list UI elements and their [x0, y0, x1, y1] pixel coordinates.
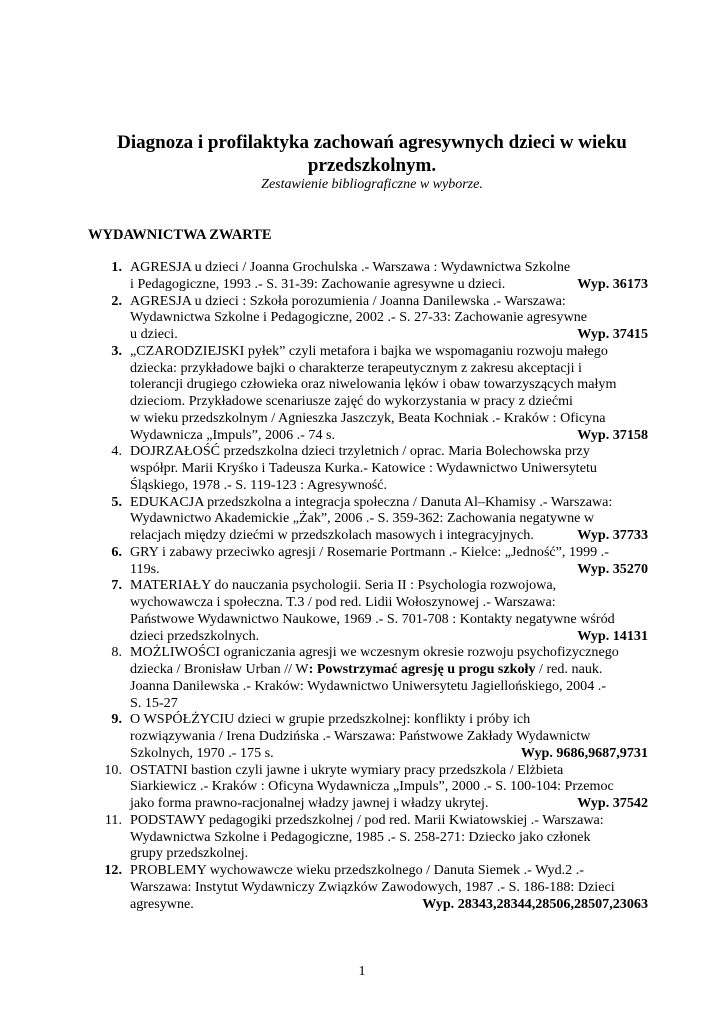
entry-line: dziecka: przykładowe bajki o charakterze terapeutycznym z zakresu akceptacji i: [130, 359, 582, 376]
list-item: [88, 544, 648, 578]
entry-last-line: [130, 628, 648, 645]
entry-line: współpr. Marii Kryśko i Tadeusza Kurka.- Katowice : Wydawnictwo Uniwersytetu: [130, 460, 597, 476]
entry-line: „CZARODZIEJSKI pyłek” czyli metafora i bajka we wspomaganiu rozwoju małego: [130, 342, 608, 359]
list-item: [88, 443, 648, 493]
document-title: [80, 131, 664, 177]
entry-number: 6.: [111, 543, 122, 560]
entry-text: Śląskiego, 1978 .- S. 119-123 : Agresywność.: [130, 476, 388, 493]
entry-number: 8.: [111, 644, 122, 661]
list-item: [88, 259, 648, 293]
inventory-number: Wyp. 37542: [577, 795, 648, 811]
entry-host-title: : Powstrzymać agresję u progu szkoły: [308, 661, 536, 677]
entry-line: PODSTAWY pedagogiki przedszkolnej / pod red. Marii Kwiatowskiej .- Warszawa:: [130, 811, 604, 828]
entry-number: 9.: [111, 711, 122, 728]
entry-number: 4.: [111, 443, 122, 460]
entry-last-line: [130, 561, 648, 578]
entry-line: EDUKACJA przedszkolna a integracja społeczna / Danuta Al–Khamisy .- Warszawa:: [130, 493, 613, 510]
inventory-number: Wyp. 35270: [577, 560, 648, 577]
entry-last-line: [130, 795, 648, 812]
entry-line: w wieku przedszkolnym / Agnieszka Jaszczyk, Beata Kochniak .- Kraków : Oficyna: [130, 409, 606, 426]
entry-number: 2.: [111, 292, 122, 309]
entry-text: / red. nauk.: [535, 661, 603, 677]
entry-line: Joanna Danilewska .- Kraków: Wydawnictwo Uniwersytetu Jagiellońskiego, 2004 .-: [130, 677, 607, 694]
section-heading: WYDAWNICTWA ZWARTE: [88, 227, 272, 243]
entry-line: AGRESJA u dzieci / Joanna Grochulska .- Warszawa : Wydawnictwa Szkolne: [130, 259, 571, 275]
entry-number: 3.: [111, 342, 122, 359]
entry-line: OSTATNI bastion czyli jawne i ukryte wymiary pracy przedszkola / Elżbieta: [130, 761, 564, 778]
entry-last-line: [130, 427, 648, 444]
entry-text: u dzieci.: [130, 326, 178, 342]
entry-line: [130, 661, 648, 678]
entry-text: agresywne.: [130, 895, 194, 912]
list-item: [88, 862, 648, 912]
entry-line: PROBLEMY wychowawcze wieku przedszkolnego / Danuta Siemek .- Wyd.2 .-: [130, 862, 584, 878]
entry-line: Wydawnictwo Akademickie „Żak”, 2006 .- S. 359-362: Zachowania negatywne w: [130, 510, 595, 527]
list-item: [88, 293, 648, 343]
title-line-2: przedszkolnym.: [307, 155, 437, 176]
entry-line: O WSPÓŁŻYCIU dzieci w grupie przedszkolnej: konflikty i próby ich: [130, 711, 531, 728]
entry-line: rozwiązywania / Irena Dudzińska .- Warszawa: Państwowe Zakłady Wydawnictw: [130, 728, 591, 744]
entry-line: GRY i zabawy przeciwko agresji / Rosemarie Portmann .- Kielce: „Jedność”, 1999 .-: [130, 543, 609, 560]
entry-line: Państwowe Wydawnictwo Naukowe, 1969 .- S. 701-708 : Kontakty negatywne wśród: [130, 610, 615, 627]
list-item: [88, 762, 648, 812]
inventory-number: Wyp. 37158: [577, 426, 648, 443]
entry-line: DOJRZAŁOŚĆ przedszkolna dzieci trzyletnich / oprac. Maria Bolechowska przy: [130, 443, 590, 460]
entry-text: 119s.: [130, 560, 160, 577]
entry-text: grupy przedszkolnej.: [130, 845, 249, 862]
bibliography-list: [88, 259, 648, 912]
entry-last-line: [130, 527, 648, 544]
entry-line: wychowawcza i społeczna. T.3 / pod red. Lidii Wołoszynowej .- Warszawa:: [130, 594, 556, 610]
entry-text: S. 15-27: [130, 694, 178, 711]
entry-line: MOŻLIWOŚCI ograniczania agresji we wczesnym okresie rozwoju psychofizycznego: [130, 644, 619, 661]
entry-line: Siarkiewicz .- Kraków : Oficyna Wydawnicza „Impuls”, 2000 .- S. 100-104: Przemoc: [130, 778, 614, 795]
entry-last-line: [130, 745, 648, 762]
entry-line: AGRESJA u dzieci : Szkoła porozumienia / Joanna Danilewska .- Warszawa:: [130, 292, 566, 309]
entry-text: Wydawnicza „Impuls”, 2006 .- 74 s.: [130, 426, 336, 443]
list-item: [88, 494, 648, 544]
entry-last-line: [130, 896, 648, 913]
entry-number: 7.: [111, 577, 122, 594]
entry-number: 11.: [104, 811, 122, 828]
entry-text: dzieci przedszkolnych.: [130, 627, 260, 644]
entry-last-line: [130, 845, 648, 862]
entry-line: Wydawnictwa Szkolne i Pedagogiczne, 2002 .- S. 27-33: Zachowanie agresywne: [130, 309, 588, 326]
page-number: 1: [358, 964, 366, 979]
entry-number: 10.: [104, 761, 122, 778]
inventory-number: Wyp. 9686,9687,9731: [520, 744, 648, 761]
inventory-number: Wyp. 37415: [577, 326, 648, 342]
entry-last-line: [130, 477, 648, 494]
inventory-number: Wyp. 14131: [577, 627, 648, 644]
entry-line: tolerancji drugiego człowieka oraz niwelowania lęków i obaw towarzyszących małym: [130, 376, 617, 393]
entry-number: 5.: [111, 493, 122, 510]
inventory-number: Wyp. 36173: [577, 275, 648, 292]
list-item: [88, 711, 648, 761]
entry-last-line: [130, 695, 648, 712]
entry-number: 1.: [111, 259, 122, 275]
list-item: [88, 644, 648, 711]
entry-line: dzieciom. Przykładowe scenariusze zajęć do wykorzystania w pracy z dziećmi: [130, 393, 573, 409]
entry-text: dziecka / Bronisław Urban // W: [130, 661, 309, 677]
list-item: [88, 343, 648, 444]
entry-text: relacjach między dziećmi w przedszkolach masowych i integracyjnych.: [130, 527, 534, 543]
entry-number: 12.: [104, 862, 122, 878]
entry-text: Szkolnych, 1970 .- 175 s.: [130, 744, 274, 761]
entry-text: jako forma prawno-racjonalnej władzy jawnej i władzy ukrytej.: [130, 795, 489, 811]
inventory-number: Wyp. 37733: [577, 527, 648, 543]
title-line-1: Diagnoza i profilaktyka zachowań agresywnych dzieci w wieku: [117, 132, 627, 153]
entry-line: Wydawnictwa Szkolne i Pedagogiczne, 1985 .- S. 258-271: Dziecko jako członek: [130, 828, 591, 845]
entry-line: Warszawa: Instytut Wydawniczy Związków Zawodowych, 1987 .- S. 186-188: Dzieci: [130, 878, 615, 895]
list-item: [88, 577, 648, 644]
inventory-number: Wyp. 28343,28344,28506,28507,23063: [422, 895, 648, 912]
entry-last-line: [130, 326, 648, 343]
entry-text: i Pedagogiczne, 1993 .- S. 31-39: Zachowanie agresywne u dzieci.: [130, 275, 506, 292]
entry-line: MATERIAŁY do nauczania psychologii. Seria II : Psychologia rozwojowa,: [130, 577, 557, 594]
document-subtitle: Zestawienie bibliograficzne w wyborze.: [261, 177, 483, 192]
entry-last-line: [130, 276, 648, 293]
list-item: [88, 812, 648, 862]
